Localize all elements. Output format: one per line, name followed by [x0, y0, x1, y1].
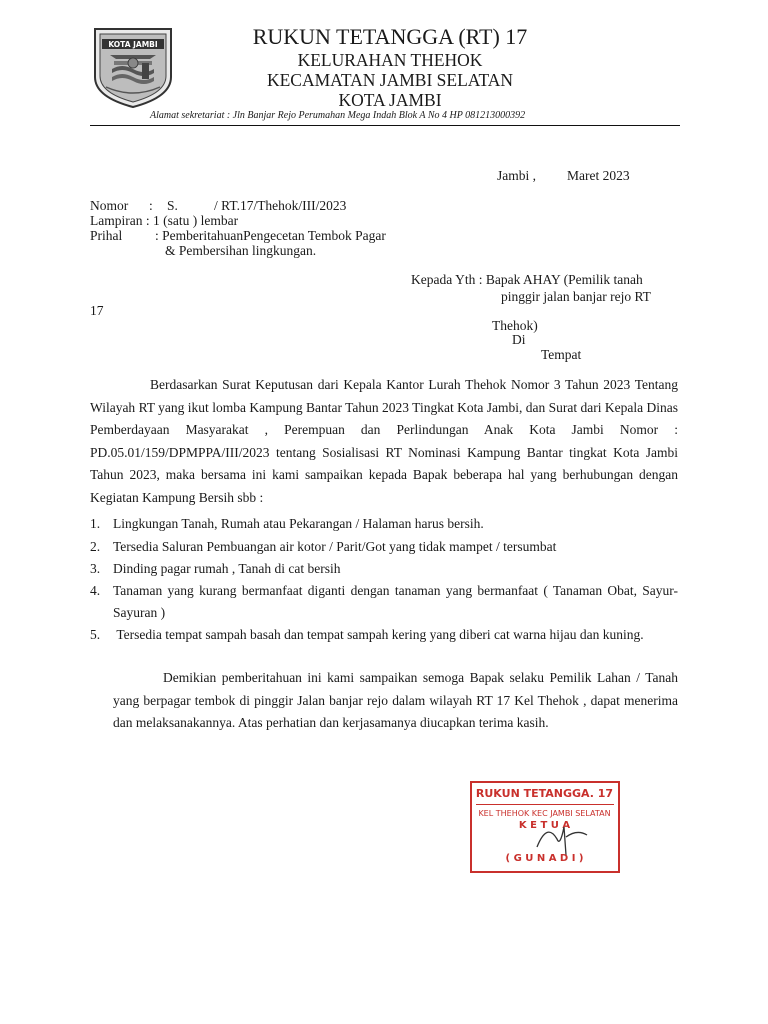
stamp-name: ( G U N A D I ) [505, 853, 584, 864]
header-rt-title: RUKUN TETANGGA (RT) 17 [252, 24, 528, 49]
prihal-label: Prihal [90, 228, 123, 243]
header-kecamatan: KECAMATAN JAMBI SELATAN [266, 70, 514, 90]
prihal-value: : PemberitahuanPengecetan Tembok Pagar [155, 228, 386, 243]
lampiran-line: Lampiran : 1 (satu ) lembar [90, 213, 239, 228]
logo-banner-text: KOTA JAMBI [108, 40, 158, 49]
list-item-2-num: 2. [90, 539, 101, 554]
recipient-line3: 17 [90, 303, 104, 318]
list-item-5-text: Tersedia tempat sampah basah dan tempat sampah kering yang diberi cat warna hijau dan kuning. [113, 627, 644, 642]
recipient-line4: Thehok) [492, 318, 538, 333]
stamp-subtitle: KEL THEHOK KEC JAMBI SELATAN [478, 809, 611, 818]
nomor-rest: / RT.17/Thehok/III/2023 [214, 198, 347, 213]
list-item-4-text: Tanaman yang kurang bermanfaat diganti dengan tanaman yang bermanfaat ( Tanaman Obat, Sayur-Sayuran ) [113, 583, 678, 620]
header-kelurahan: KELURAHAN THEHOK [297, 50, 483, 70]
recipient-di: Di [512, 332, 526, 347]
nomor-separator: : [149, 198, 153, 213]
nomor-label: Nomor [90, 198, 129, 213]
list-item-3-text: Dinding pagar rumah , Tanah di cat bersih [113, 561, 341, 576]
list-item-5-num: 5. [90, 627, 101, 642]
date-value: Maret 2023 [567, 168, 630, 183]
list-item-3-num: 3. [90, 561, 101, 576]
rt-stamp [470, 781, 620, 873]
stamp-role: K E T U A [518, 820, 571, 831]
nomor-value: S. [167, 198, 178, 213]
list-item-4-num: 4. [90, 583, 101, 598]
signature-icon [532, 817, 592, 857]
body-paragraph: Berdasarkan Surat Keputusan dari Kepala Kantor Lurah Thehok Nomor 3 Tahun 2023 Tentang Wilayah RT yang ikut lomba Kampung Bantar Tahun 2023 Tingkat Kota Jambi, dan Surat dari Kepala Dinas Pemberdayaan Masyarakat , Perempuan dan Perlindungan Anak Kota Jambi Nomor : PD.05.01/159/DPMPPA/III/2023 tentang Sosialisasi RT Nominasi Kampung Bantar tingkat Kota Jambi Tahun 2023, maka bersama ini kami sampaikan kepada Bapak beberapa hal yang berhubungan dengan Kegiatan Kampung Bersih sbb : [90, 377, 678, 505]
list-item-2-text: Tersedia Saluran Pembuangan air kotor / Parit/Got yang tidak mampet / tersumbat [113, 539, 557, 554]
prihal-continued: & Pembersihan lingkungan. [165, 243, 317, 258]
header-kota: KOTA JAMBI [338, 90, 442, 110]
stamp-divider [476, 804, 614, 805]
list-item-1-text: Lingkungan Tanah, Rumah atau Pekarangan / Halaman harus bersih. [113, 516, 484, 531]
header-divider [90, 125, 680, 126]
date-place: Jambi , [497, 168, 536, 183]
recipient-tempat: Tempat [541, 347, 582, 362]
recipient-line2: pinggir jalan banjar rejo RT [501, 289, 651, 304]
recipient-line1: Kepada Yth : Bapak AHAY (Pemilik tanah [411, 272, 643, 287]
kota-jambi-emblem-icon [92, 25, 174, 109]
closing-paragraph: Demikian pemberitahuan ini kami sampaikan semoga Bapak selaku Pemilik Lahan / Tanah yang berpagar tembok di pinggir Jalan banjar rejo dalam wilayah RT 17 Kel Thehok , dapat menerima dan melaksanakannya. Atas perhatian dan kerjasamanya diucapkan terima kasih. [113, 670, 678, 731]
list-item-1-num: 1. [90, 516, 101, 531]
stamp-title: RUKUN TETANGGA. 17 [475, 787, 614, 800]
header-address: Alamat sekretariat : Jln Banjar Rejo Perumahan Mega Indah Blok A No 4 HP 081213000392 [150, 110, 526, 121]
